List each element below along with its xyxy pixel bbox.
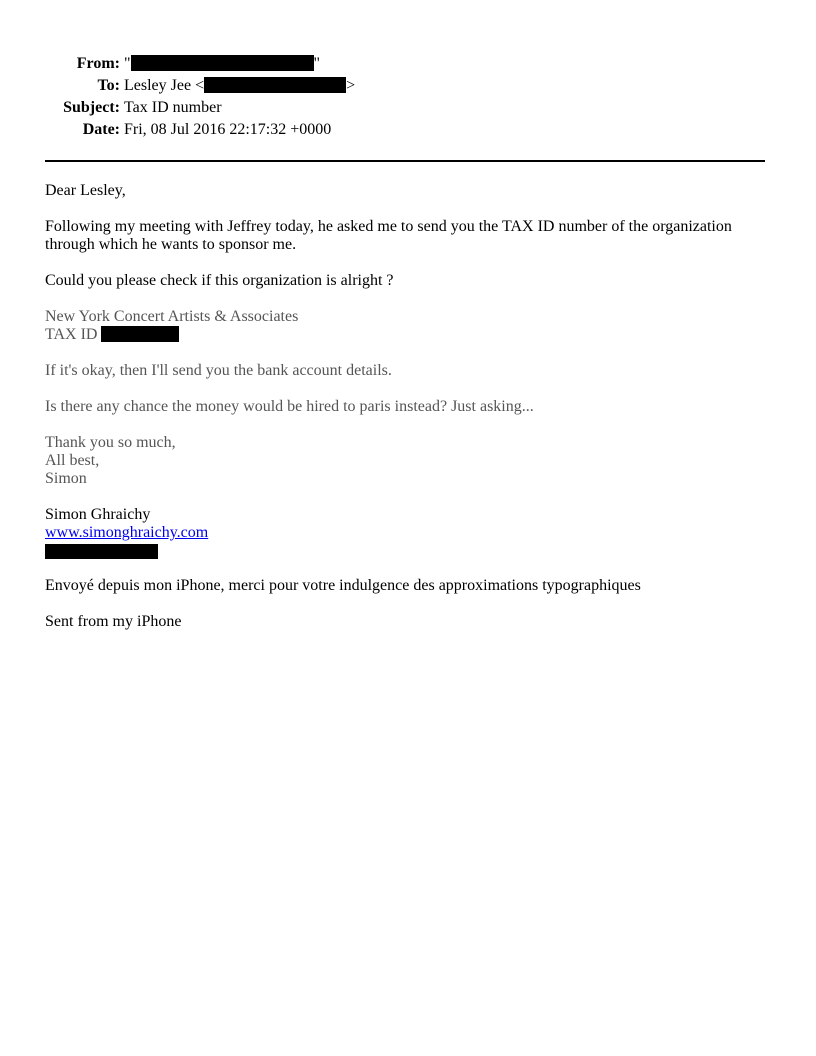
to-close: > xyxy=(346,77,356,94)
from-redaction xyxy=(131,55,314,71)
date-row xyxy=(0,119,816,141)
from-value xyxy=(124,53,320,75)
body-paragraph-bank: If it's okay, then I'll send you the bank account details. xyxy=(45,362,392,379)
subject-value: Tax ID number xyxy=(124,99,222,116)
to-row xyxy=(0,75,816,97)
body-paragraph-meeting: Following my meeting with Jeffrey today, he asked me to send you the TAX ID number of the organization through which he wants to sponsor me. xyxy=(45,218,732,253)
signature-name: Simon Ghraichy xyxy=(45,506,151,523)
body-paragraph-question: Could you please check if this organization is alright ? xyxy=(45,272,394,289)
closing-block xyxy=(45,434,765,488)
signature-block xyxy=(45,506,765,559)
date-label: Date: xyxy=(82,121,120,138)
header-divider xyxy=(45,160,765,162)
to-value xyxy=(124,75,355,97)
tax-id-redaction xyxy=(101,326,179,342)
body-paragraph-paris: Is there any chance the money would be hired to paris instead? Just asking... xyxy=(45,398,534,415)
french-footer: Envoyé depuis mon iPhone, merci pour votre indulgence des approximations typographiques xyxy=(45,577,641,594)
subject-label: Subject: xyxy=(63,99,120,116)
email-body xyxy=(45,182,765,649)
closing-thanks: Thank you so much, xyxy=(45,434,176,451)
organization-name: New York Concert Artists & Associates xyxy=(45,308,299,325)
to-redaction xyxy=(204,77,346,93)
email-header xyxy=(0,53,816,141)
from-row xyxy=(0,53,816,75)
signature-website-link[interactable]: www.simonghraichy.com xyxy=(45,524,209,541)
subject-row xyxy=(0,97,816,119)
to-name: Lesley Jee < xyxy=(124,77,205,94)
from-quote-open: " xyxy=(124,55,131,72)
closing-best: All best, xyxy=(45,452,100,469)
from-label: From: xyxy=(76,55,120,72)
to-label: To: xyxy=(97,77,120,94)
greeting: Dear Lesley, xyxy=(45,182,126,199)
organization-block xyxy=(45,308,765,344)
from-quote-close: " xyxy=(313,55,321,72)
signature-redaction xyxy=(45,544,158,559)
date-value: Fri, 08 Jul 2016 22:17:32 +0000 xyxy=(124,121,332,138)
closing-name: Simon xyxy=(45,470,87,487)
sent-from-iphone: Sent from my iPhone xyxy=(45,613,182,630)
tax-id-label: TAX ID xyxy=(45,326,98,343)
